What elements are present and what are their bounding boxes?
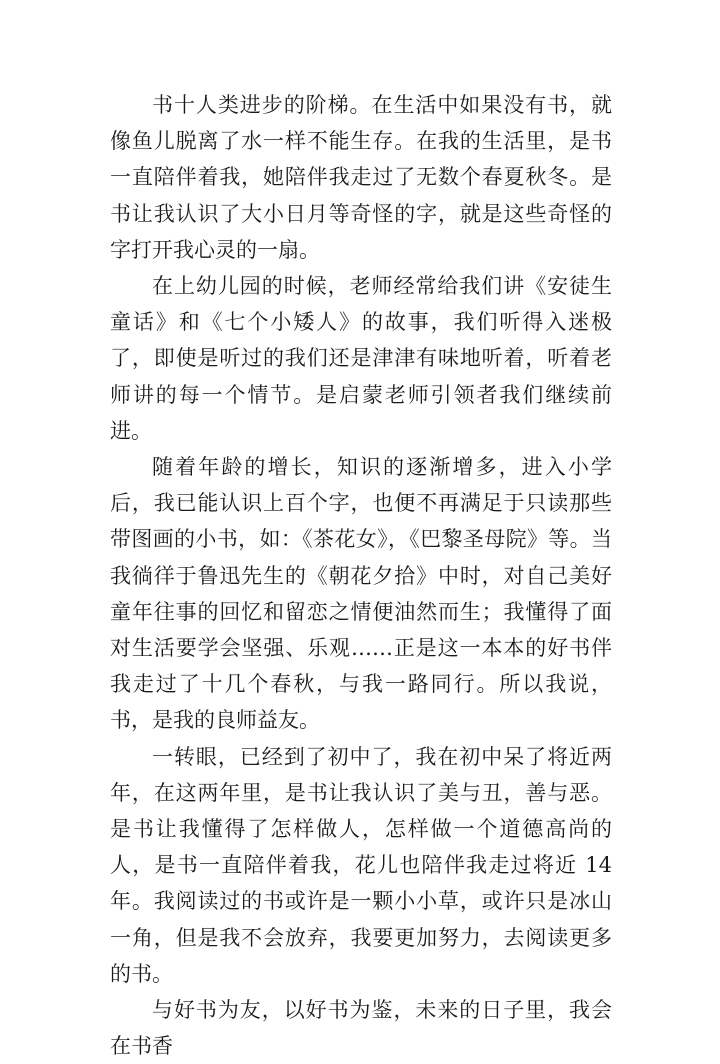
paragraph-1: 书十人类进步的阶梯。在生活中如果没有书，就像鱼儿脱离了水一样不能生存。在我的生活里，是书一直陪伴着我，她陪伴我走过了无数个春夏秋冬。是书让我认识了大小日月等奇怪的字，就是这些奇怪的字打开我心灵的一扇。 [110,93,612,262]
document-body [110,87,612,1064]
paragraph-2: 在上幼儿园的时候，老师经常给我们讲《安徒生童话》和《七个小矮人》的故事，我们听得入迷极了，即使是听过的我们还是津津有味地听着，听着老师讲的每一个情节。是启蒙老师引领者我们继续前进。 [110,274,612,443]
paragraph-5: 与好书为友，以好书为鉴，未来的日子里，我会在书香 [110,998,612,1059]
paragraph-3: 随着年龄的增长，知识的逐渐增多，进入小学后，我已能认识上百个字，也便不再满足于只读那些带图画的小书，如：《茶花女》，《巴黎圣母院》等。当我徜徉于鲁迅先生的《朝花夕拾》中时，对自己美好童年往事的回忆和留恋之情便油然而生；我懂得了面对生活要学会坚强、乐观……正是这一本本的好书伴我走过了十几个春秋，与我一路同行。所以我说，书，是我的良师益友。 [110,455,612,733]
paragraph-4: 一转眼，已经到了初中了，我在初中呆了将近两年，在这两年里，是书让我认识了美与丑，善与恶。是书让我懂得了怎样做人，怎样做一个道德高尚的人，是书一直陪伴着我，花儿也陪伴我走过将近 14 年。我阅读过的书或许是一颗小小草，或许只是冰山一角，但是我不会放弃，我要更加努力，去阅读更多的书。 [110,744,612,986]
